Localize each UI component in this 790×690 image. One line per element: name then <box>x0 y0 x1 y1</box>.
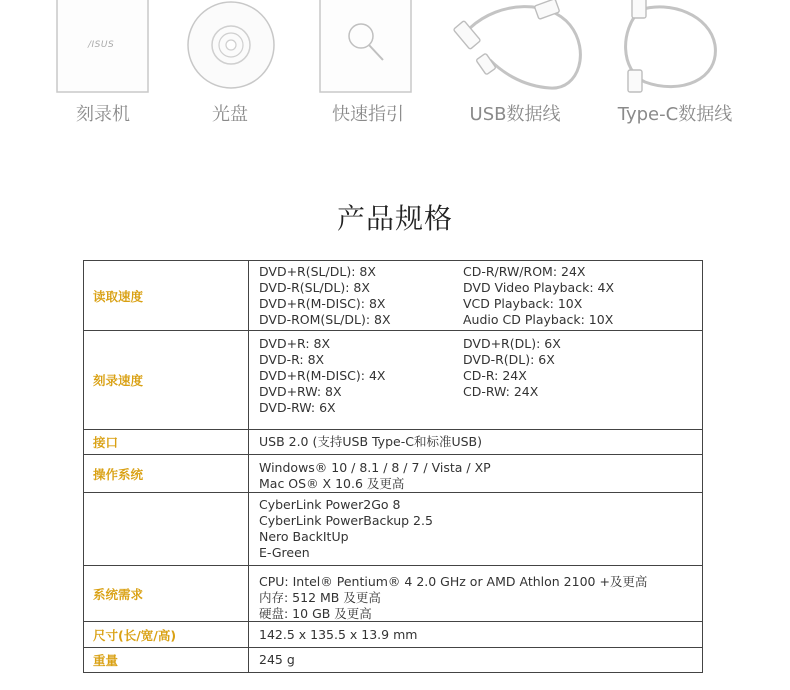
spec-column-b <box>463 336 561 400</box>
spec-line: DVD+R(SL/DL): 8X <box>259 264 376 279</box>
spec-row-interface <box>84 430 702 455</box>
accessory-label: USB数据线 <box>469 104 561 125</box>
spec-value <box>249 455 702 492</box>
quick-guide-icon <box>293 0 453 95</box>
spec-value: 142.5 x 135.5 x 13.9 mm <box>259 627 418 642</box>
spec-line: Windows® 10 / 8.1 / 8 / 7 / Vista / XP <box>259 460 491 475</box>
spec-label: 读取速度 <box>84 261 249 330</box>
spec-line: Audio CD Playback: 10X <box>463 312 614 327</box>
spec-line: DVD+R(DL): 6X <box>463 336 561 351</box>
spec-line: CyberLink Power2Go 8 <box>259 497 401 512</box>
spec-row-write-speed <box>84 331 702 430</box>
accessories-strip <box>0 0 790 140</box>
spec-line: 内存: 512 MB 及更高 <box>259 590 381 605</box>
spec-line: CPU: Intel® Pentium® 4 2.0 GHz or AMD Athlon 2100 +及更高 <box>259 574 648 589</box>
section-title: 产品规格 <box>336 202 453 235</box>
spec-value: 245 g <box>259 652 295 667</box>
spec-line: CD-R/RW/ROM: 24X <box>463 264 586 279</box>
type-c-cable-icon <box>600 0 760 95</box>
spec-table <box>83 260 703 673</box>
accessory-label: 光盘 <box>212 104 248 125</box>
spec-label <box>84 493 249 565</box>
drive-brand-logo: /ISUS <box>88 40 115 50</box>
spec-line: 硬盘: 10 GB 及更高 <box>259 606 372 621</box>
spec-value <box>249 331 702 429</box>
spec-row-read-speed <box>84 261 702 331</box>
spec-value <box>249 493 702 565</box>
optical-drive-icon <box>0 0 160 95</box>
spec-label: 尺寸(长/宽/高) <box>84 622 249 647</box>
spec-line: DVD+R(M-DISC): 8X <box>259 296 386 311</box>
spec-line: DVD+R: 8X <box>259 336 331 351</box>
spec-line: DVD-R(SL/DL): 8X <box>259 280 370 295</box>
spec-label: 重量 <box>84 648 249 672</box>
spec-line: DVD+RW: 8X <box>259 384 342 399</box>
spec-line: CD-R: 24X <box>463 368 527 383</box>
accessory-label: 快速指引 <box>332 104 404 125</box>
spec-line: VCD Playback: 10X <box>463 296 583 311</box>
spec-column-a <box>259 336 385 416</box>
spec-row-weight <box>84 648 702 673</box>
accessory-label: Type-C数据线 <box>617 104 733 125</box>
spec-line: DVD+R(M-DISC): 4X <box>259 368 386 383</box>
spec-line: Mac OS® X 10.6 及更高 <box>259 476 405 491</box>
spec-row-os <box>84 455 702 493</box>
spec-line: DVD-R(DL): 6X <box>463 352 555 367</box>
spec-line: CyberLink PowerBackup 2.5 <box>259 513 433 528</box>
spec-row-dimensions <box>84 622 702 648</box>
spec-column-a <box>259 264 391 328</box>
spec-line: E-Green <box>259 545 310 560</box>
spec-line: Nero BackItUp <box>259 529 349 544</box>
spec-line: DVD-RW: 6X <box>259 400 336 415</box>
spec-value: USB 2.0 (支持USB Type-C和标准USB) <box>259 434 482 449</box>
accessory-label: 刻录机 <box>76 104 130 125</box>
usb-cable-icon <box>440 0 600 95</box>
spec-line: CD-RW: 24X <box>463 384 539 399</box>
spec-label: 刻录速度 <box>84 331 249 429</box>
spec-row-software <box>84 493 702 566</box>
spec-value <box>249 261 702 330</box>
spec-label: 操作系统 <box>84 455 249 492</box>
spec-line: DVD Video Playback: 4X <box>463 280 615 295</box>
spec-line: DVD-ROM(SL/DL): 8X <box>259 312 391 327</box>
disc-icon <box>155 0 315 95</box>
spec-row-requirements <box>84 566 702 622</box>
spec-value <box>249 566 702 621</box>
spec-label: 系统需求 <box>84 566 249 621</box>
spec-column-b <box>463 264 614 328</box>
spec-line: DVD-R: 8X <box>259 352 325 367</box>
spec-label: 接口 <box>84 430 249 454</box>
